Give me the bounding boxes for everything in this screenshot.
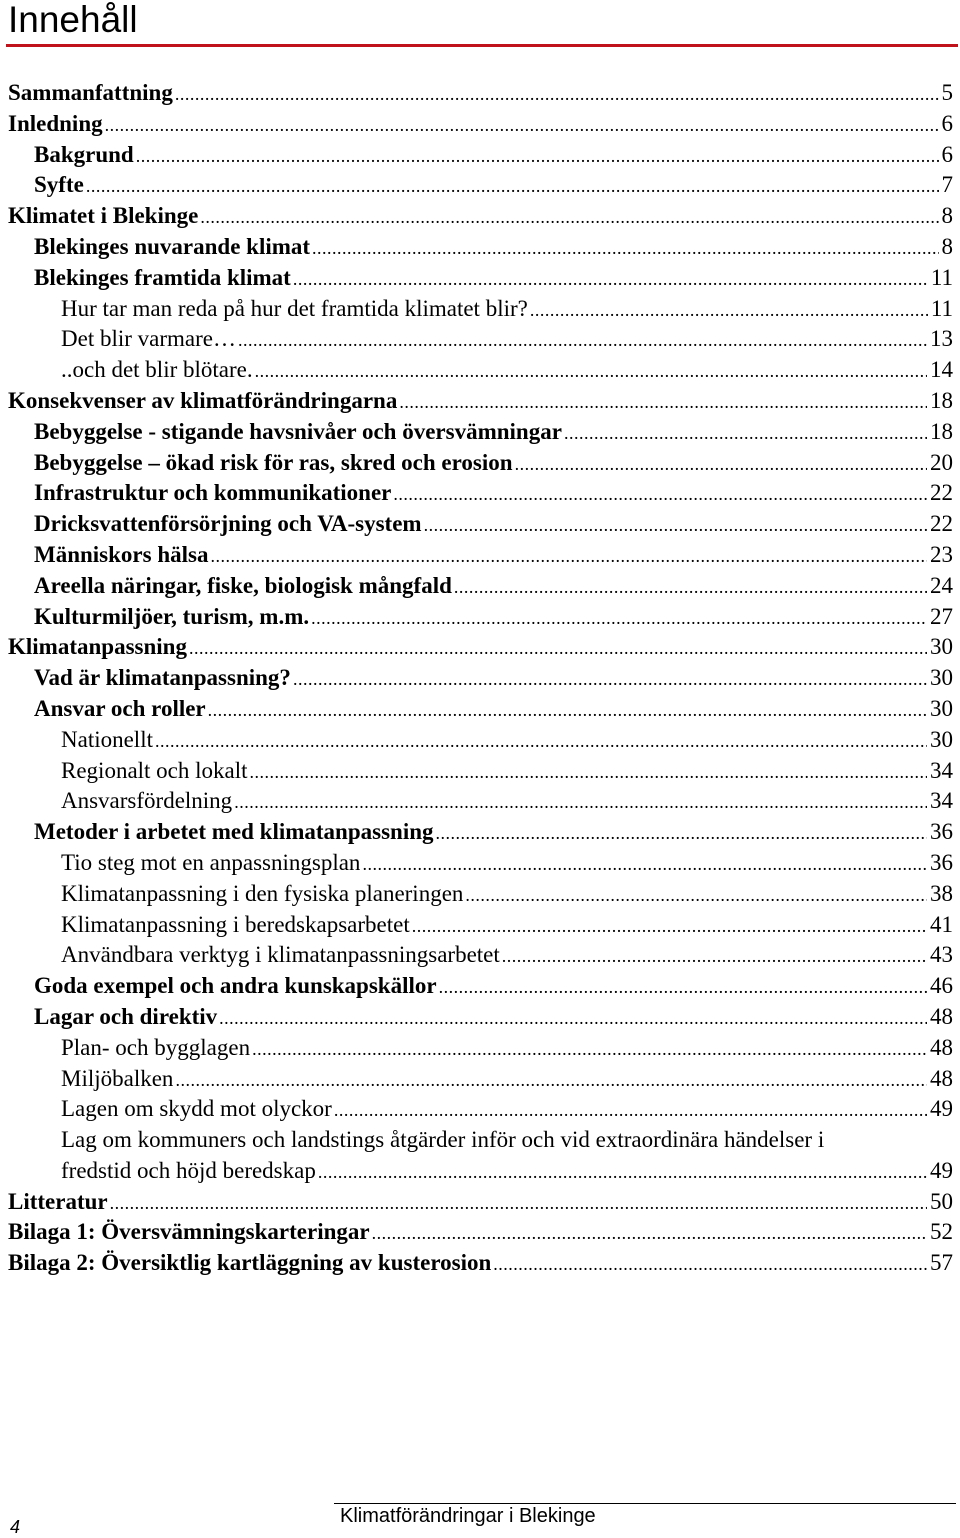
toc-entry[interactable] — [0, 725, 960, 756]
dot-leader — [362, 849, 927, 880]
dot-leader — [311, 603, 927, 634]
toc-entry[interactable] — [0, 478, 960, 509]
toc-entry-page-number: 30 — [930, 634, 953, 660]
toc-entry-title-line1: Lag om kommuners och landstings åtgärder inför och vid extraordinära händelser i — [61, 1127, 825, 1153]
toc-entry-page-number: 8 — [941, 233, 953, 259]
dot-leader — [255, 356, 927, 387]
toc-entry-page-number: 18 — [930, 418, 953, 444]
dot-leader — [424, 510, 927, 541]
toc-entry-page-number: 46 — [930, 973, 953, 999]
toc-entry-title: Bilaga 1: Översvämningskarteringar — [8, 1219, 370, 1245]
toc-entry-title: Ansvar och roller — [34, 695, 206, 721]
toc-entry-title: Miljöbalken — [61, 1065, 174, 1091]
toc-entry-title: Klimatanpassning — [8, 634, 187, 660]
toc-entry[interactable] — [0, 170, 960, 201]
footer-page-number: 4 — [10, 1517, 21, 1537]
toc-entry[interactable] — [0, 1064, 960, 1095]
dot-leader — [372, 1218, 927, 1249]
toc-entry-title: Sammanfattning — [8, 80, 173, 105]
toc-entry[interactable] — [0, 78, 960, 109]
toc-entry-page-number: 20 — [930, 449, 953, 475]
toc-entry[interactable] — [0, 663, 960, 694]
toc-entry-title: Blekinges framtida klimat — [34, 264, 291, 290]
heading-divider — [6, 44, 958, 47]
toc-entry-title: Ansvarsfördelning — [61, 788, 233, 814]
dot-leader — [234, 787, 927, 818]
toc-entry[interactable] — [0, 201, 960, 232]
toc-entry-page-number: 7 — [941, 172, 953, 198]
toc-entry[interactable] — [0, 417, 960, 448]
toc-entry-page-number: 52 — [930, 1219, 953, 1245]
toc-entry[interactable] — [0, 848, 960, 879]
toc-entry-page-number: 34 — [930, 757, 953, 783]
toc-entry-page-number: 48 — [930, 1003, 953, 1029]
toc-entry[interactable] — [0, 232, 960, 263]
toc-entry-page-number: 6 — [941, 141, 953, 167]
toc-entry[interactable] — [0, 817, 960, 848]
toc-entry-title: Dricksvattenförsörjning och VA-system — [34, 511, 422, 537]
dot-leader — [208, 695, 927, 726]
toc-entry-page-number: 27 — [930, 603, 953, 629]
toc-entry[interactable] — [0, 1187, 960, 1218]
toc-entry[interactable] — [0, 756, 960, 787]
toc-entry-title: Vad är klimatanpassning? — [34, 665, 291, 691]
toc-entry[interactable] — [0, 694, 960, 725]
toc-entry-title: Tio steg mot en anpassningsplan — [61, 849, 361, 875]
toc-entry-page-number: 48 — [930, 1034, 953, 1060]
toc-entry[interactable] — [0, 1125, 960, 1187]
dot-leader — [136, 141, 939, 172]
footer-divider — [334, 1503, 956, 1504]
dot-leader — [293, 664, 927, 695]
dot-leader — [439, 972, 927, 1003]
dot-leader — [312, 233, 938, 264]
toc-entry-title: Lagar och direktiv — [34, 1003, 218, 1029]
toc-entry-page-number: 34 — [930, 788, 953, 814]
toc-entry-title: Regionalt och lokalt — [61, 757, 248, 783]
dot-leader — [393, 479, 927, 510]
toc-entry-title: Goda exempel och andra kunskapskällor — [34, 973, 437, 999]
toc-entry-page-number: 49 — [930, 1157, 953, 1183]
toc-entry[interactable] — [0, 1002, 960, 1033]
toc-entry-page-number: 13 — [930, 326, 953, 352]
toc-entry-title: Bebyggelse - stigande havsnivåer och översvämningar — [34, 418, 562, 444]
toc-entry-page-number: 49 — [930, 1096, 953, 1122]
dot-leader — [564, 418, 927, 449]
toc-entry[interactable] — [0, 540, 960, 571]
toc-entry-page-number: 50 — [930, 1188, 953, 1214]
toc-entry-page-number: 24 — [930, 572, 953, 598]
toc-entry[interactable] — [0, 324, 960, 355]
toc-entry-title: Det blir varmare… — [61, 326, 236, 352]
toc-entry-title: Klimatanpassning i beredskapsarbetet — [61, 911, 410, 937]
toc-entry[interactable] — [0, 355, 960, 386]
toc-entry-page-number: 36 — [930, 819, 953, 845]
toc-entry-page-number: 18 — [930, 387, 953, 413]
toc-entry[interactable] — [0, 386, 960, 417]
toc-entry-title: Syfte — [34, 172, 84, 198]
toc-entry[interactable] — [0, 448, 960, 479]
toc-entry[interactable] — [0, 1094, 960, 1125]
dot-leader — [210, 541, 927, 572]
dot-leader — [412, 911, 927, 942]
toc-entry-page-number: 22 — [930, 480, 953, 506]
toc-entry-title: Kulturmiljöer, turism, m.m. — [34, 603, 310, 629]
dot-leader — [175, 79, 939, 110]
toc-entry[interactable] — [0, 632, 960, 663]
toc-entry-title: Blekinges nuvarande klimat — [34, 233, 311, 259]
dot-leader — [238, 325, 927, 356]
toc-entry-title: Lagen om skydd mot olyckor — [61, 1096, 332, 1122]
toc-entry-title: ..och det blir blötare. — [61, 357, 253, 383]
toc-entry-title: Nationellt — [61, 726, 153, 752]
dot-leader — [110, 1188, 927, 1219]
toc-entry-page-number: 30 — [930, 726, 953, 752]
dot-leader — [155, 726, 927, 757]
toc-entry-page-number: 11 — [930, 264, 953, 290]
toc-entry[interactable] — [0, 1248, 960, 1279]
toc-entry[interactable] — [0, 263, 960, 294]
dot-leader — [399, 387, 927, 418]
toc-entry-page-number: 8 — [941, 203, 953, 229]
toc-entry[interactable] — [0, 1033, 960, 1064]
toc-entry-page-number: 23 — [930, 541, 953, 567]
footer-document-title: Klimatförändringar i Blekinge — [340, 1505, 596, 1527]
toc-entry-page-number: 41 — [930, 911, 953, 937]
toc-entry[interactable] — [0, 602, 960, 633]
dot-leader — [86, 171, 939, 202]
toc-entry[interactable] — [0, 879, 960, 910]
toc-entry[interactable] — [0, 140, 960, 171]
toc-entry[interactable] — [0, 971, 960, 1002]
toc-entry[interactable] — [0, 571, 960, 602]
toc-entry[interactable] — [0, 509, 960, 540]
dot-leader — [250, 757, 927, 788]
toc-entry-page-number: 22 — [930, 511, 953, 537]
toc-entry-page-number: 14 — [930, 357, 953, 383]
dot-leader — [530, 295, 928, 326]
toc-entry[interactable] — [0, 1217, 960, 1248]
dot-leader — [493, 1249, 927, 1280]
dot-leader — [502, 941, 927, 972]
dot-leader — [515, 449, 927, 480]
toc-entry-title: Klimatet i Blekinge — [8, 203, 199, 229]
dot-leader — [252, 1034, 927, 1065]
dot-leader — [175, 1065, 927, 1096]
toc-entry-title: Hur tar man reda på hur det framtida klimatet blir? — [61, 295, 528, 321]
toc-entry-page-number: 11 — [930, 295, 953, 321]
toc-entry-title: fredstid och höjd beredskap — [61, 1157, 316, 1183]
toc-entry-title: Människors hälsa — [34, 541, 209, 567]
toc-entry-page-number: 36 — [930, 849, 953, 875]
toc-entry-page-number: 5 — [941, 80, 953, 105]
dot-leader — [465, 880, 927, 911]
dot-leader — [219, 1003, 927, 1034]
toc-entry-page-number: 38 — [930, 880, 953, 906]
toc-entry-title: Metoder i arbetet med klimatanpassning — [34, 819, 434, 845]
toc-entry-page-number: 57 — [930, 1250, 953, 1276]
toc-entry-title: Konsekvenser av klimatförändringarna — [8, 387, 398, 413]
toc-entry-title: Litteratur — [8, 1188, 108, 1214]
table-of-contents — [0, 78, 960, 1279]
page-title: Innehåll — [8, 0, 138, 40]
toc-entry-title: Bakgrund — [34, 141, 134, 167]
toc-entry-page-number: 30 — [930, 665, 953, 691]
dot-leader — [293, 264, 928, 295]
toc-entry-page-number: 30 — [930, 695, 953, 721]
dot-leader — [454, 572, 927, 603]
toc-entry[interactable] — [0, 910, 960, 941]
toc-entry[interactable] — [0, 294, 960, 325]
dot-leader — [189, 633, 927, 664]
toc-entry-title: Bilaga 2: Översiktlig kartläggning av kusterosion — [8, 1250, 492, 1276]
toc-entry-title: Användbara verktyg i klimatanpassningsarbetet — [61, 942, 500, 968]
toc-entry-page-number: 43 — [930, 942, 953, 968]
toc-entry[interactable] — [0, 940, 960, 971]
toc-entry[interactable] — [0, 786, 960, 817]
toc-entry-title: Areella näringar, fiske, biologisk mångfald — [34, 572, 452, 598]
dot-leader — [318, 1157, 927, 1188]
toc-entry-page-number: 6 — [941, 110, 953, 136]
toc-entry[interactable] — [0, 109, 960, 140]
toc-entry-title: Klimatanpassning i den fysiska planeringen — [61, 880, 464, 906]
dot-leader — [436, 818, 927, 849]
dot-leader — [200, 202, 938, 233]
dot-leader — [334, 1095, 927, 1126]
toc-entry-title: Plan- och bygglagen — [61, 1034, 251, 1060]
toc-entry-title: Infrastruktur och kommunikationer — [34, 480, 392, 506]
toc-entry-page-number: 48 — [930, 1065, 953, 1091]
toc-entry-title: Bebyggelse – ökad risk för ras, skred och erosion — [34, 449, 513, 475]
dot-leader — [105, 110, 939, 141]
toc-entry-title: Inledning — [8, 110, 103, 136]
